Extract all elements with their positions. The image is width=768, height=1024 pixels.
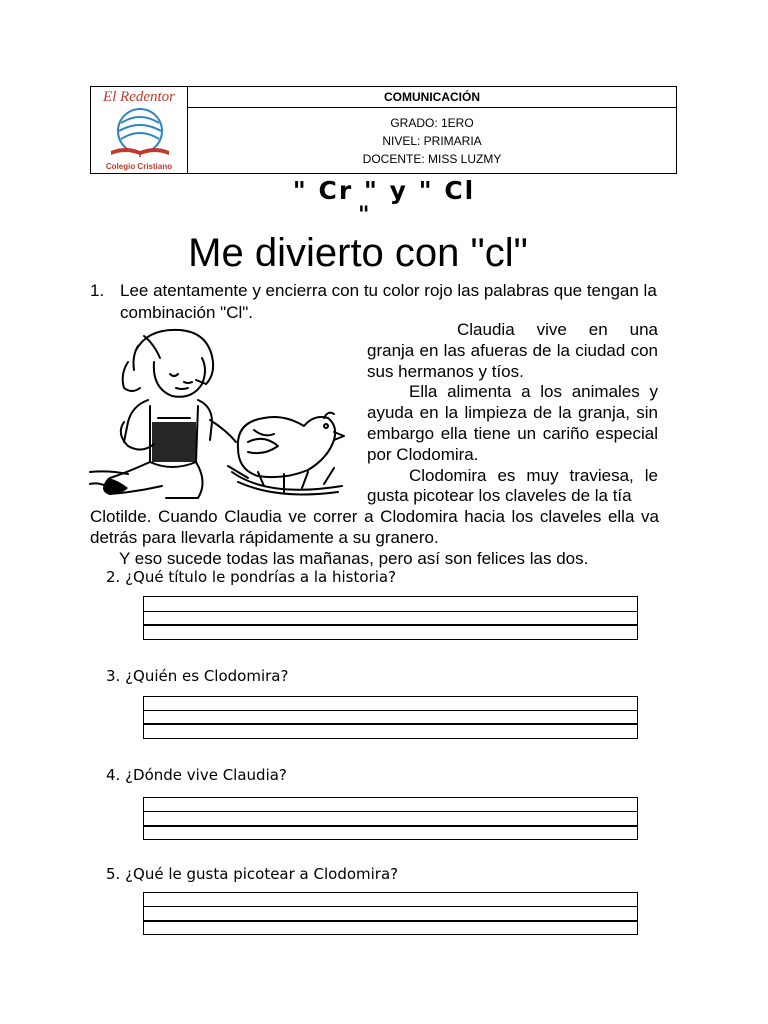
- answer-lines-3[interactable]: [143, 696, 638, 740]
- story-paragraph-3b: Clotilde. Cuando Claudia ve correr a Clodomira hacia los claveles ella va detrás para llevarla rápidamente a su granero.: [90, 507, 659, 547]
- school-logo-icon: [105, 107, 175, 161]
- title-cr-cl: " Cr " y " Cl: [292, 176, 476, 205]
- header-table: [90, 86, 677, 174]
- teacher-label: DOCENTE: MISS LUZMY: [362, 151, 502, 166]
- header-details: [188, 108, 676, 173]
- question-1-text: Lee atentamente y encierra con tu color rojo las palabras que tengan la combinación "Cl".: [120, 281, 657, 322]
- title-dash: ": [358, 203, 370, 228]
- header-info: [188, 87, 676, 173]
- story-paragraph-2: Ella alimenta a los animales y ayuda en la limpieza de la granja, sin embargo ella tiene un cariño especial por Clodomira.: [367, 382, 658, 464]
- answer-lines-5[interactable]: [143, 892, 638, 936]
- page-title: Me divierto con "cl": [188, 231, 528, 275]
- story-paragraph-4: Y eso sucede todas las mañanas, pero así son felices las dos.: [119, 548, 589, 568]
- answer-lines-4[interactable]: [143, 797, 638, 841]
- story-paragraph-1: Claudia vive en una granja en las afueras de la ciudad con sus hermanos y tíos.: [367, 320, 658, 381]
- question-2: 2. ¿Qué título le pondrías a la historia?: [106, 568, 397, 586]
- subject-title: COMUNICACIÓN: [188, 87, 676, 108]
- school-logo: [91, 87, 188, 173]
- logo-title: El Redentor: [102, 89, 176, 105]
- question-3: 3. ¿Quién es Clodomira?: [106, 667, 289, 685]
- story-full-width: [90, 507, 659, 569]
- question-5: 5. ¿Qué le gusta picotear a Clodomira?: [106, 865, 399, 883]
- logo-subtitle: Colegio Cristiano: [105, 162, 173, 171]
- level-label: NIVEL: PRIMARIA: [382, 133, 482, 148]
- story-paragraph-3a: Clodomira es muy traviesa, le gusta picotear los claveles de la tía: [367, 465, 658, 506]
- grade-label: GRADO: 1ERO: [390, 115, 474, 130]
- question-4: 4. ¿Dónde vive Claudia?: [106, 766, 287, 784]
- question-1-number: 1.: [90, 281, 105, 300]
- story-right-column: [367, 320, 658, 507]
- girl-with-hen-illustration: [88, 322, 358, 504]
- answer-lines-2[interactable]: [143, 596, 638, 640]
